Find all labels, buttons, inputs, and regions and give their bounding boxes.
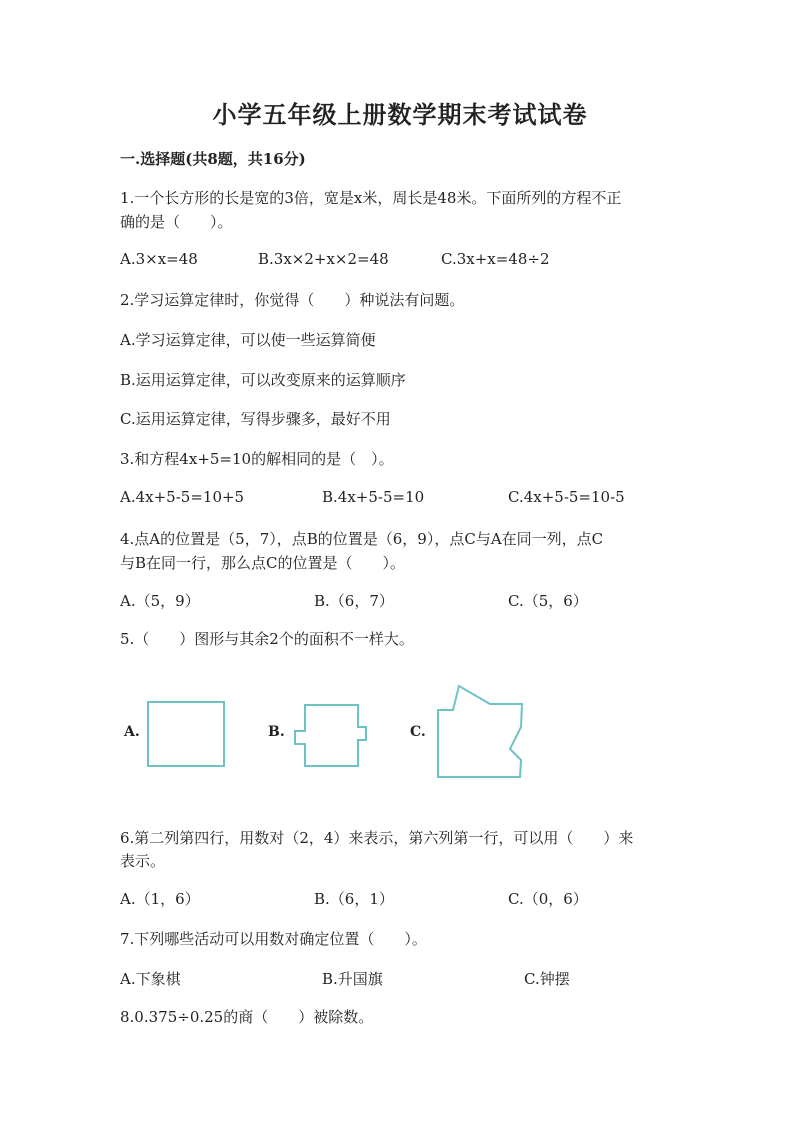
question-2-option-a: A.学习运算定律，可以使一些运算简便 (120, 331, 376, 349)
figure-b-label: B. (268, 724, 285, 740)
figure-c-label: C. (410, 724, 426, 740)
section-heading: 一.选择题(共8题，共16分) (120, 150, 306, 168)
question-1-option-c: C.3x+x=48÷2 (441, 250, 550, 268)
question-2-option-b: B.运用运算定律，可以改变原来的运算顺序 (120, 371, 406, 389)
question-1-option-b: B.3x×2+x×2=48 (258, 250, 389, 268)
question-4-option-a: A.（5，9） (120, 592, 200, 610)
question-3-option-b: B.4x+5-5=10 (322, 488, 425, 506)
question-3-text: 3.和方程4x+5=10的解相同的是（ ）。 (120, 450, 394, 468)
page-title: 小学五年级上册数学期末考试试卷 (212, 100, 588, 129)
question-5-text: 5.（ ）图形与其余2个的面积不一样大。 (120, 630, 414, 648)
question-6-option-c: C.（0，6） (508, 890, 588, 908)
question-6-text-cont: 表示。 (120, 852, 166, 870)
question-7-option-a: A.下象棋 (120, 970, 181, 988)
figure-a-rectangle (148, 702, 224, 766)
question-8-text: 8.0.375÷0.25的商（ ）被除数。 (120, 1008, 374, 1026)
question-7-option-b: B.升国旗 (322, 970, 383, 988)
question-4-text-cont: 与B在同一行，那么点C的位置是（ ）。 (120, 554, 406, 572)
question-1-text-cont: 确的是（ ）。 (120, 213, 233, 231)
figure-b-shape (295, 705, 366, 766)
question-1-option-a: A.3×x=48 (120, 250, 198, 268)
question-7-text: 7.下列哪些活动可以用数对确定位置（ ）。 (120, 930, 427, 948)
figure-c-shape (438, 686, 522, 777)
question-6-option-b: B.（6，1） (314, 890, 394, 908)
question-1-text: 1.一个长方形的长是宽的3倍，宽是x米，周长是48米。下面所列的方程不正 (120, 189, 622, 207)
question-5-figures (0, 670, 800, 790)
question-3-option-a: A.4x+5-5=10+5 (120, 488, 245, 506)
question-4-text: 4.点A的位置是（5，7），点B的位置是（6，9），点C与A在同一列，点C (120, 530, 604, 548)
question-3-option-c: C.4x+5-5=10-5 (508, 488, 625, 506)
question-7-option-c: C.钟摆 (524, 970, 570, 988)
figure-a-label: A. (124, 724, 140, 740)
question-6-option-a: A.（1，6） (120, 890, 200, 908)
question-4-option-b: B.（6，7） (314, 592, 394, 610)
question-4-option-c: C.（5，6） (508, 592, 588, 610)
question-2-option-c: C.运用运算定律，写得步骤多，最好不用 (120, 410, 391, 428)
question-6-text: 6.第二列第四行，用数对（2，4）来表示，第六列第一行，可以用（ ）来 (120, 829, 634, 847)
question-2-text: 2.学习运算定律时，你觉得（ ）种说法有问题。 (120, 291, 465, 309)
